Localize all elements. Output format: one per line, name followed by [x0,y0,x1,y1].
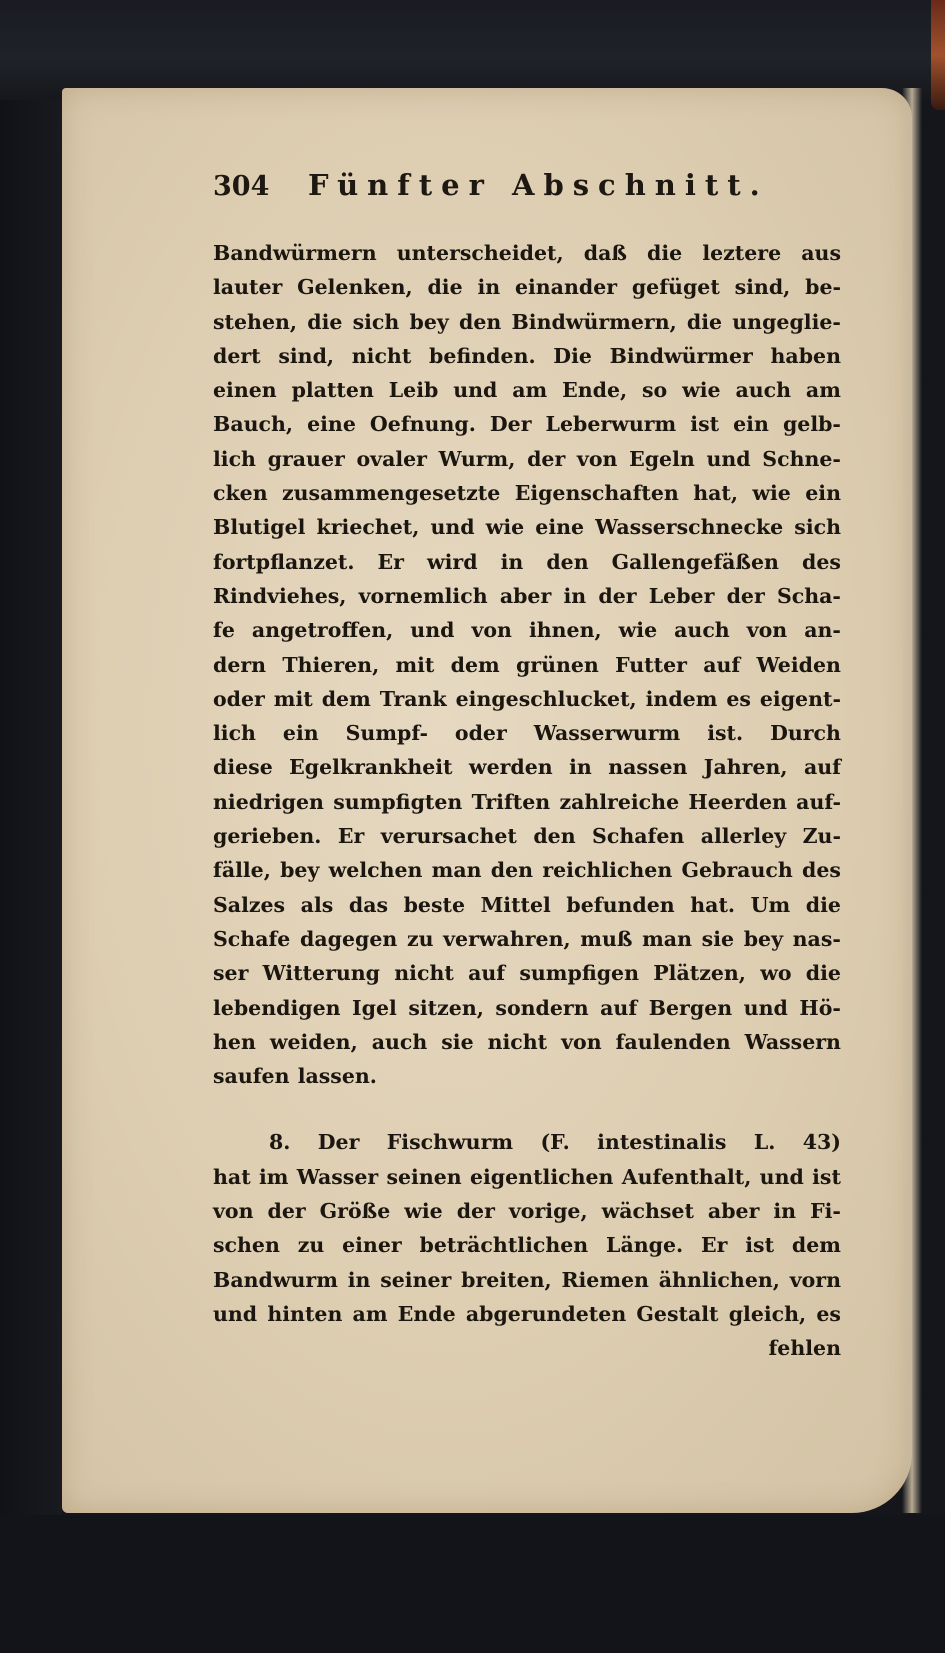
word: fe [213,618,235,643]
word: seinen [386,1164,462,1189]
word: diese [213,755,273,780]
word: hinten [267,1301,343,1326]
word: hen [213,1029,256,1054]
word: beste [403,892,466,917]
text-line [213,956,841,990]
page-number: 304 [213,171,270,202]
word: Mittel [480,892,551,917]
word: Heerden [688,789,787,814]
word: wie [618,618,658,643]
word: wo [760,961,792,986]
word: leztere [702,241,782,265]
word: und [706,446,751,471]
word: Die [553,343,592,368]
word: von [746,618,788,643]
word: Leib [388,378,439,403]
word: auf [803,755,841,780]
word: die [307,309,343,334]
word: daß [583,241,627,265]
text-line [213,339,841,373]
word: allerley [700,824,787,849]
word: mit [273,686,313,711]
word: Der [317,1130,360,1155]
book-cover-top [0,0,945,100]
text-line [213,785,841,819]
word: und [410,618,455,643]
word: gerieben. [213,824,322,849]
word: intestinalis [597,1130,727,1155]
word: einer [342,1233,402,1258]
word: wird [426,549,478,574]
word: cken [213,481,268,506]
word: Länge. [606,1233,684,1258]
word: sumpfigten [333,789,463,814]
word: Wasserschnecke [595,515,784,540]
book-spine-edge [931,0,945,110]
text-line [213,270,841,304]
word: eigent- [759,686,841,711]
word: weiden, [269,1029,358,1054]
word: den [458,309,502,334]
word: stehen, [213,309,298,334]
word: fälle, [213,858,271,883]
word: Egeln [629,446,695,471]
word: der [267,1199,306,1224]
word: Bindwürmern, [511,309,677,334]
text-line [213,407,841,441]
word: bey [280,858,320,883]
word: niedrigen [213,789,324,814]
word: be- [805,275,841,300]
word: dern [213,652,267,677]
word: ein [733,412,769,437]
word: Ende, [562,378,628,403]
word: gefüget [631,275,720,300]
paragraph-1 [213,236,841,1093]
word: auf [468,961,506,986]
word: L. [753,1130,776,1155]
word: von [576,446,618,471]
word: sich [794,515,841,540]
word: ser [213,961,249,986]
word: zahlreiche [559,789,680,814]
word: wie [682,378,721,403]
word: der [726,583,765,608]
word: im [258,1164,289,1189]
text-line [213,1228,841,1262]
section-title: Fünfter Abschnitt. [308,168,769,202]
running-head [213,168,813,208]
word: die [647,241,683,265]
word: Jahren, [703,755,788,780]
word: gelb- [782,412,841,437]
word: eingeschlucket, [455,686,637,711]
word: 43) [802,1130,841,1155]
word: angetroffen, [251,618,394,643]
word: sondern [495,995,589,1020]
paragraph-gap [213,1093,841,1125]
word: nas- [792,926,841,951]
word: Er [377,549,404,574]
text-line [213,442,841,476]
text-line [213,888,841,922]
word: in [773,1199,797,1224]
word: Trank [379,686,447,711]
text-line [213,853,841,887]
word: reichlichen [542,858,673,883]
word: man [431,858,482,883]
word: eine [307,412,356,437]
word: lebendigen [213,995,341,1020]
word: eigentlichen [469,1164,614,1189]
word: nicht [487,1029,548,1054]
word: das [348,892,389,917]
word: Bandwürmern [213,241,377,265]
word: ist. [707,721,744,746]
word: sie [701,926,735,951]
text-line [213,373,841,407]
word: aber [499,583,552,608]
word: Futter [615,652,687,677]
word: zu [297,1233,325,1258]
word: Blutigel [213,515,306,540]
word: den [490,858,534,883]
word: einander [514,275,618,300]
word: auch [371,1029,428,1054]
word: so [642,378,668,403]
word: von [561,1029,602,1054]
word: Plätzen, [653,961,746,986]
word: abgerundeten [465,1301,627,1326]
word: vorige, [508,1199,588,1224]
word: als [300,892,334,917]
word: ein [805,481,841,506]
word: die [686,309,723,334]
word: ist [745,1233,775,1258]
word: Bauch, [213,412,294,437]
word: vorn [789,1267,841,1292]
word: Triften [471,789,551,814]
word: die [805,961,841,986]
text-line [213,716,841,750]
word: lauter [213,275,283,300]
text-line [213,510,841,544]
word: Thieren, [282,652,380,677]
word: die [805,892,841,917]
word: vornemlich [358,583,488,608]
word: Leber [648,583,715,608]
word: Wasserwurm [533,721,681,746]
word: seiner [380,1267,452,1292]
word: Leberwurm [545,412,677,437]
word: auch [735,378,792,403]
word: Egelkrankheit [289,755,453,780]
word: schen [213,1233,280,1258]
catchword: fehlen [768,1336,841,1361]
text-line [213,750,841,784]
word: Fi- [810,1199,841,1224]
word: des [801,858,841,883]
word: und [453,378,498,403]
word: Weiden [756,652,841,677]
word: befunden [566,892,675,917]
word: Wassern [744,1029,841,1054]
text-line [213,648,841,682]
word: grünen [515,652,599,677]
word: beträchtlichen [419,1233,589,1258]
word: Hö- [799,995,841,1020]
paragraph-2 [213,1125,841,1331]
word: Igel [352,995,397,1020]
word: wächset [601,1199,694,1224]
word: Er [700,1233,728,1258]
text-line [213,545,841,579]
word: von [213,1199,254,1224]
word: sich [352,309,400,334]
word: in [563,583,587,608]
word: Bindwürmer [609,343,753,368]
word: Gallengefäßen [611,549,779,574]
word: Wasser [296,1164,379,1189]
word: Sumpf- [345,721,428,746]
word: Scha- [776,583,841,608]
word: zusammengesetzte [282,481,501,506]
word: saufen [213,1064,290,1089]
word: nicht [394,961,454,986]
word: am [805,378,841,403]
word: die [427,275,463,300]
text-line [213,1025,841,1059]
text-line [213,476,841,510]
word: eine [535,515,585,540]
word: ovaler [356,446,427,471]
word: hat [213,1164,251,1189]
word: es [726,686,751,711]
word: zu [406,926,434,951]
word: und [743,995,788,1020]
word: Um [750,892,791,917]
word: Gebrauch [681,858,793,883]
word: dert [213,343,261,368]
word: Der [489,412,532,437]
word: lassen. [297,1064,377,1089]
word: und [759,1164,804,1189]
word: indem [645,686,718,711]
word: der [527,446,566,471]
text-line [213,1194,841,1228]
text-line [213,1125,841,1159]
text-line [213,579,841,613]
word: sind, [734,275,791,300]
text-line [213,1160,841,1194]
word: Oefnung. [369,412,476,437]
word: oder [213,686,265,711]
word: der [598,583,637,608]
word: sind, [278,343,335,368]
word: breiten, [461,1267,552,1292]
word: am [352,1301,388,1326]
word: Größe [319,1199,391,1224]
word: fortpflanzet. [213,549,355,574]
word: den [546,549,589,574]
word: oder [454,721,507,746]
text-line [213,1263,841,1297]
word: Salzes [213,892,286,917]
text-line [213,1059,841,1093]
word: nicht [351,343,412,368]
word: Bergen [648,995,733,1020]
word: werden [468,755,553,780]
word: Schafe [213,926,291,951]
text-line [213,613,841,647]
word: dem [321,686,371,711]
word: in [569,755,592,780]
word: wie [485,515,525,540]
word: auf [703,652,741,677]
text-line [213,991,841,1025]
word: verursachet [380,824,517,849]
catchword-line [213,1331,841,1365]
word: am [512,378,548,403]
word: der [456,1199,495,1224]
word: (F. [540,1130,570,1155]
word: in [477,275,501,300]
word: mit [395,652,435,677]
word: lich [213,446,256,471]
word: auf- [796,789,841,814]
word: Schafen [592,824,685,849]
word: grauer [267,446,345,471]
word: man [642,926,692,951]
word: auf [600,995,638,1020]
word: es [816,1301,841,1326]
word: ungeglie- [732,309,841,334]
word: Wurm, [438,446,516,471]
word: sumpfigen [519,961,640,986]
text-line [213,682,841,716]
text-line [213,922,841,956]
word: lich [213,721,256,746]
word: bey [409,309,449,334]
word: hat. [690,892,736,917]
book-cover-bottom [0,1515,945,1653]
word: an- [804,618,841,643]
text-line [213,819,841,853]
word: und [430,515,475,540]
word: ist [690,412,720,437]
word: muß [580,926,633,951]
word: den [533,824,576,849]
word: in [347,1267,371,1292]
word: Riemen [561,1267,649,1292]
word: bey [743,926,783,951]
word: 8. [269,1130,291,1155]
word: gleich, [728,1301,807,1326]
word: hat, [693,481,738,506]
word: platten [291,378,374,403]
word: Fischwurm [386,1130,514,1155]
word: wie [752,481,791,506]
body-text [213,236,841,1366]
word: dagegen [300,926,398,951]
word: ähnlichen, [658,1267,780,1292]
word: befinden. [429,343,536,368]
word: Zu- [802,824,841,849]
word: nassen [608,755,688,780]
word: haben [770,343,841,368]
word: Witterung [262,961,381,986]
word: des [802,549,841,574]
word: und [213,1301,258,1326]
word: dem [791,1233,841,1258]
book-cover-left [0,100,62,1520]
word: Aufenthalt, [621,1164,752,1189]
text-line [213,1297,841,1331]
word: kriechet, [316,515,420,540]
word: aus [801,241,841,265]
word: auch [674,618,730,643]
word: Durch [770,721,841,746]
word: welchen [328,858,423,883]
word: dem [450,652,500,677]
word: ihnen, [528,618,602,643]
word: ist [812,1164,841,1189]
word: Rindviehes, [213,583,347,608]
word: Er [337,824,365,849]
word: unterscheidet, [396,241,564,265]
word: Gestalt [636,1301,719,1326]
text-line [213,236,841,270]
word: sitzen, [408,995,484,1020]
word: Schne- [762,446,841,471]
word: faulenden [615,1029,731,1054]
word: Gelenken, [297,275,413,300]
text-line [213,305,841,339]
word: ein [282,721,319,746]
word: von [471,618,512,643]
word: aber [707,1199,760,1224]
word: Eigenschaften [514,481,679,506]
word: einen [213,378,277,403]
word: wie [404,1199,443,1224]
word: verwahren, [443,926,571,951]
word: Ende [397,1301,456,1326]
word: in [500,549,524,574]
word: Bandwurm [213,1267,338,1292]
word: sie [441,1029,474,1054]
